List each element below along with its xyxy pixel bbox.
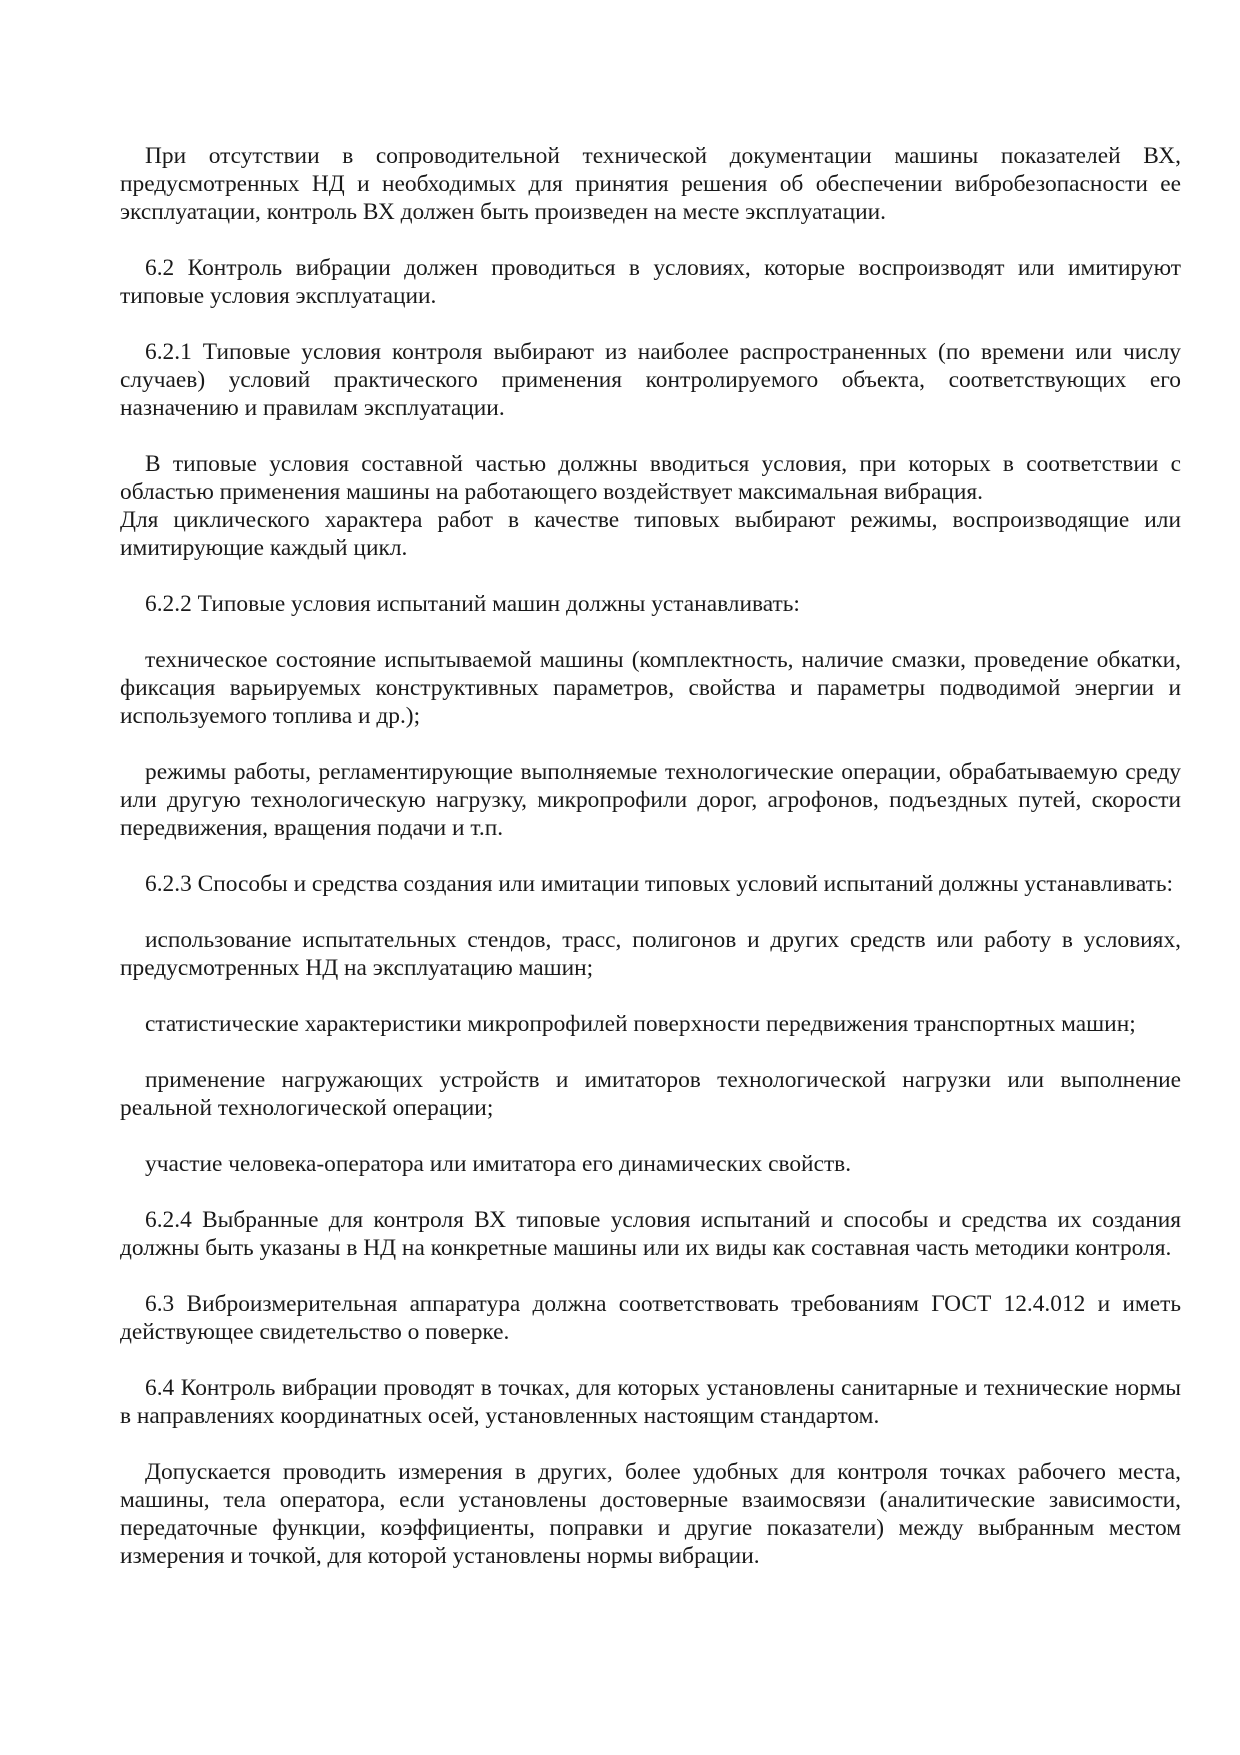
paragraph-6-2: 6.2 Контроль вибрации должен проводиться в условиях, которые воспроизводят или имитируют типовые условия эксплуатации. — [120, 255, 1181, 309]
paragraph-typical-conditions: В типовые условия составной частью должны вводиться условия, при которых в соответствии с областью применения машины на работающего воздействует максимальная вибрация. Для циклического характера работ в качестве типовых выбирают режимы, воспроизводящие или имитирующие каждый цикл. — [120, 451, 1181, 561]
paragraph-technical-state: техническое состояние испытываемой машины (комплектность, наличие смазки, проведение обкатки, фиксация варьируемых конструктивных параметров, свойства и параметры подводимой энергии и используемого топлива и др.); — [120, 647, 1181, 729]
paragraph-loading-devices: применение нагружающих устройств и имитаторов технологической нагрузки или выполнение реальной технологической операции; — [120, 1067, 1181, 1121]
paragraph-human-operator: участие человека-оператора или имитатора его динамических свойств. — [145, 1151, 852, 1177]
paragraph-6-2-4: 6.2.4 Выбранные для контроля ВХ типовые условия испытаний и способы и средства их создания должны быть указаны в НД на конкретные машины или их виды как составная часть методики контроля. — [120, 1207, 1181, 1261]
document-page — [120, 142, 1181, 1598]
paragraph-6-2-3: 6.2.3 Способы и средства создания или имитации типовых условий испытаний должны устанавливать: — [145, 871, 1173, 897]
paragraph-6-3: 6.3 Виброизмерительная аппаратура должна соответствовать требованиям ГОСТ 12.4.012 и иметь действующее свидетельство о поверке. — [120, 1291, 1181, 1345]
paragraph-other-points: Допускается проводить измерения в других, более удобных для контроля точках рабочего места, машины, тела оператора, если установлены достоверные взаимосвязи (аналитические зависимости, передаточные функции, коэффициенты, поправки и другие показатели) между выбранным местом измерения и точкой, для которой установлены нормы вибрации. — [120, 1459, 1181, 1569]
paragraph-statistical-characteristics: статистические характеристики микропрофилей поверхности передвижения транспортных машин; — [145, 1011, 1136, 1037]
paragraph-6-2-1: 6.2.1 Типовые условия контроля выбирают из наиболее распространенных (по времени или числу случаев) условий практического применения контролируемого объекта, соответствующих его назначению и правилам эксплуатации. — [120, 339, 1181, 421]
paragraph-missing-documentation: При отсутствии в сопроводительной технической документации машины показателей ВХ, предусмотренных НД и необходимых для принятия решения об обеспечении вибробезопасности ее эксплуатации, контроль ВХ должен быть произведен на месте эксплуатации. — [120, 143, 1181, 225]
paragraph-test-stands: использование испытательных стендов, трасс, полигонов и других средств или работу в условиях, предусмотренных НД на эксплуатацию машин; — [120, 927, 1181, 981]
paragraph-operating-modes: режимы работы, регламентирующие выполняемые технологические операции, обрабатываемую среду или другую технологическую нагрузку, микропрофили дорог, агрофонов, подъездных путей, скорости передвижения, вращения подачи и т.п. — [120, 759, 1181, 841]
paragraph-6-4: 6.4 Контроль вибрации проводят в точках, для которых установлены санитарные и технические нормы в направлениях координатных осей, установленных настоящим стандартом. — [120, 1375, 1181, 1429]
paragraph-6-2-2: 6.2.2 Типовые условия испытаний машин должны устанавливать: — [145, 591, 800, 617]
